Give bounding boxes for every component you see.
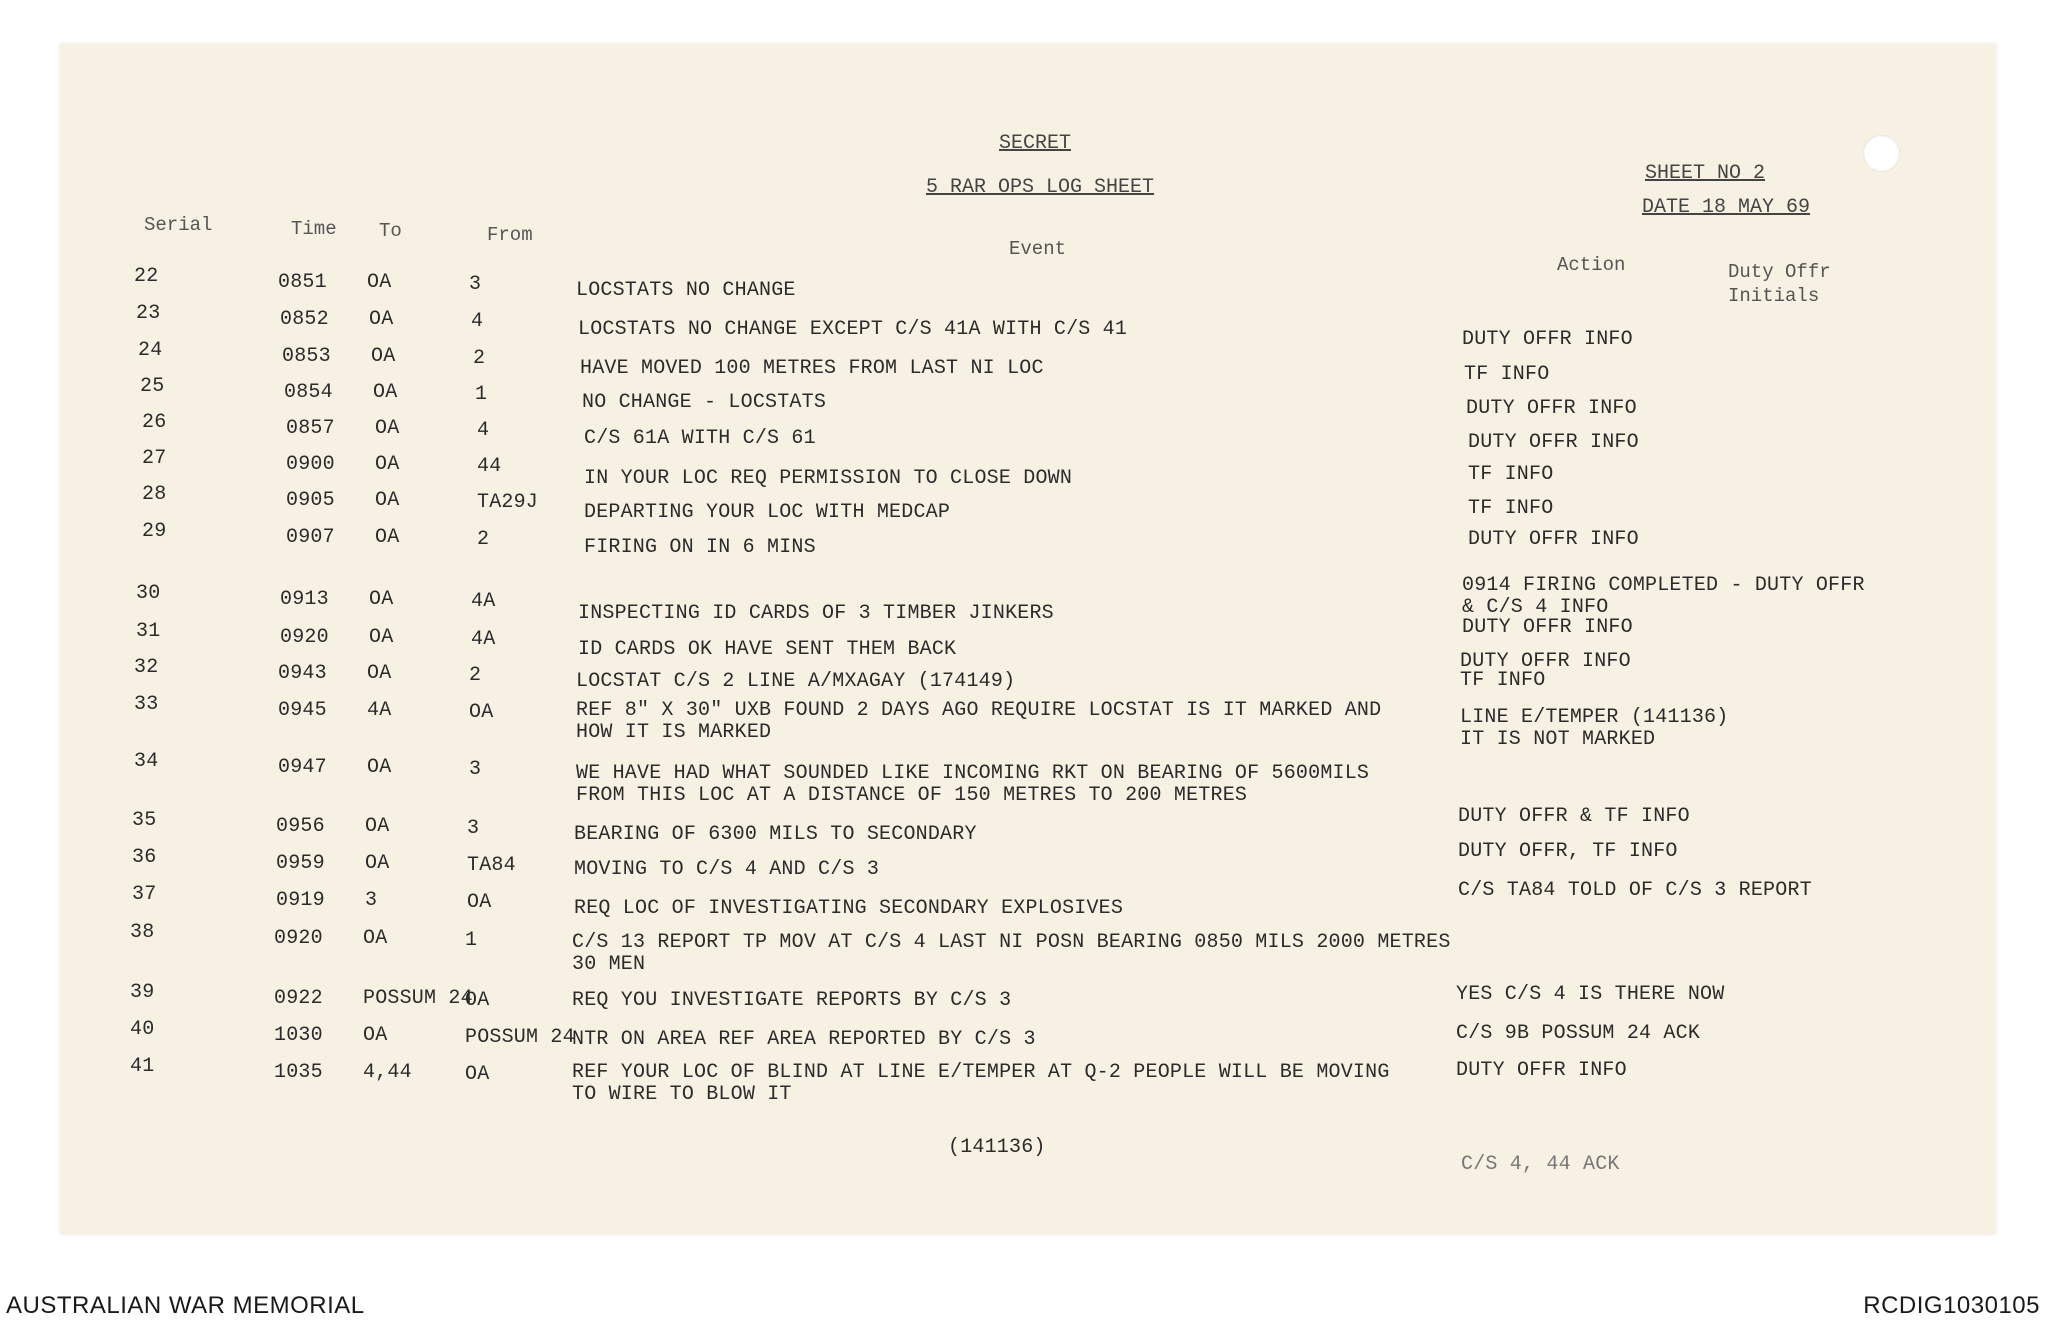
entry-action: DUTY OFFR INFO	[1468, 431, 1639, 454]
entry-action: TF INFO	[1464, 363, 1550, 386]
entry-from: 2	[477, 528, 490, 551]
entry-action: C/S TA84 TOLD OF C/S 3 REPORT	[1458, 879, 1812, 902]
entry-to: 4,44	[363, 1061, 412, 1084]
entry-time: 0905	[286, 489, 335, 512]
entry-time: 0852	[280, 308, 329, 331]
entry-event: LOCSTATS NO CHANGE	[576, 279, 796, 302]
entry-event: REQ LOC OF INVESTIGATING SECONDARY EXPLOSIVES	[574, 897, 1124, 920]
entry-serial: 41	[130, 1055, 155, 1078]
entry-to: OA	[367, 271, 392, 294]
sheet-date: DATE 18 MAY 69	[1642, 196, 1811, 219]
entry-from: OA	[465, 1063, 490, 1086]
entry-from: 3	[467, 817, 480, 840]
entry-to: OA	[369, 308, 394, 331]
entry-event: LOCSTATS NO CHANGE EXCEPT C/S 41A WITH C/S 41	[578, 318, 1128, 341]
entry-to: OA	[369, 588, 394, 611]
entry-time: 0919	[276, 889, 325, 912]
entry-from: TA84	[467, 854, 516, 877]
entry-action: C/S 9B POSSUM 24 ACK	[1456, 1022, 1701, 1045]
entry-action: DUTY OFFR INFO	[1456, 1059, 1627, 1082]
entry-serial: 40	[130, 1018, 155, 1041]
entry-time: 0851	[278, 271, 327, 294]
col-header-time: Time	[291, 218, 337, 240]
entry-serial: 31	[136, 620, 161, 643]
col-header-initials: Duty Offr Initials	[1728, 261, 1831, 307]
entry-serial: 23	[136, 302, 161, 325]
entry-time: 0959	[276, 852, 325, 875]
entry-from: 1	[475, 383, 488, 406]
entry-to: OA	[373, 381, 398, 404]
entry-to: OA	[365, 815, 390, 838]
entry-to: OA	[375, 526, 400, 549]
entry-from: OA	[467, 891, 492, 914]
entry-serial: 25	[140, 375, 165, 398]
archive-credit: AUSTRALIAN WAR MEMORIAL	[6, 1292, 365, 1319]
entry-to: OA	[367, 662, 392, 685]
punch-hole	[1863, 135, 1900, 172]
entry-from: 4A	[471, 628, 496, 651]
col-header-event: Event	[1009, 238, 1067, 260]
entry-action: LINE E/TEMPER (141136) IT IS NOT MARKED	[1460, 706, 1729, 751]
entry-from: 2	[469, 664, 482, 687]
entry-time: 0857	[286, 417, 335, 440]
entry-serial: 26	[142, 411, 167, 434]
entry-time: 0900	[286, 453, 335, 476]
entry-serial: 24	[138, 339, 163, 362]
entry-from: 4A	[471, 590, 496, 613]
archive-id: RCDIG1030105	[1863, 1292, 2040, 1319]
entry-time: 0920	[280, 626, 329, 649]
entry-to: OA	[363, 927, 388, 950]
entry-action: DUTY OFFR INFO	[1468, 528, 1639, 551]
entry-event: ID CARDS OK HAVE SENT THEM BACK	[578, 638, 957, 661]
entry-serial: 30	[136, 582, 161, 605]
entry-serial: 37	[132, 883, 157, 906]
entry-from: TA29J	[477, 491, 539, 514]
entry-event: HAVE MOVED 100 METRES FROM LAST NI LOC	[580, 357, 1044, 380]
sheet-number: SHEET NO 2	[1645, 162, 1766, 185]
entry-event: DEPARTING YOUR LOC WITH MEDCAP	[584, 501, 951, 524]
entry-time: 0922	[274, 987, 323, 1010]
entry-event: LOCSTAT C/S 2 LINE A/MXAGAY (174149)	[576, 670, 1016, 693]
sheet-title: 5 RAR OPS LOG SHEET	[926, 176, 1155, 199]
log-sheet-paper	[60, 44, 1996, 1234]
entry-action: TF INFO	[1468, 463, 1554, 486]
entry-serial: 35	[132, 809, 157, 832]
entry-event: MOVING TO C/S 4 AND C/S 3	[574, 858, 880, 881]
entry-from: 3	[469, 273, 482, 296]
entry-serial: 27	[142, 447, 167, 470]
entry-event: C/S 13 REPORT TP MOV AT C/S 4 LAST NI POSN BEARING 0850 MILS 2000 METRES 30 MEN	[572, 931, 1451, 976]
entry-event: REQ YOU INVESTIGATE REPORTS BY C/S 3	[572, 989, 1012, 1012]
entry-event: BEARING OF 6300 MILS TO SECONDARY	[574, 823, 977, 846]
col-header-from: From	[487, 224, 533, 246]
entry-time: 0920	[274, 927, 323, 950]
entry-action: 0914 FIRING COMPLETED - DUTY OFFR & C/S 4 INFO	[1462, 574, 1865, 619]
entry-event: REF 8" X 30" UXB FOUND 2 DAYS AGO REQUIRE LOCSTAT IS IT MARKED AND HOW IT IS MARKED	[576, 699, 1382, 744]
entry-serial: 39	[130, 981, 155, 1004]
row-41-action-continued: C/S 4, 44 ACK	[1461, 1153, 1620, 1176]
entry-time: 0947	[278, 756, 327, 779]
entry-event: REF YOUR LOC OF BLIND AT LINE E/TEMPER AT Q-2 PEOPLE WILL BE MOVING TO WIRE TO BLOW IT	[572, 1061, 1390, 1106]
entry-from: 4	[477, 419, 490, 442]
entry-time: 1035	[274, 1061, 323, 1084]
entry-to: OA	[367, 756, 392, 779]
entry-action: TF INFO	[1460, 669, 1546, 692]
entry-event: NO CHANGE - LOCSTATS	[582, 391, 827, 414]
entry-action: DUTY OFFR INFO	[1462, 328, 1633, 351]
entry-from: OA	[465, 989, 490, 1012]
entry-to: OA	[365, 852, 390, 875]
entry-action: DUTY OFFR INFO	[1462, 616, 1633, 639]
entry-to: 3	[365, 889, 378, 912]
entry-serial: 38	[130, 921, 155, 944]
entry-from: 2	[473, 347, 486, 370]
entry-time: 0853	[282, 345, 331, 368]
col-header-action: Action	[1557, 254, 1626, 276]
entry-to: OA	[371, 345, 396, 368]
entry-serial: 36	[132, 846, 157, 869]
entry-to: 4A	[367, 699, 392, 722]
entry-serial: 22	[134, 265, 159, 288]
entry-to: POSSUM 24	[363, 987, 473, 1010]
entry-event: C/S 61A WITH C/S 61	[584, 427, 816, 450]
entry-to: OA	[369, 626, 394, 649]
entry-time: 0854	[284, 381, 333, 404]
entry-from: POSSUM 24	[465, 1026, 575, 1049]
entry-serial: 29	[142, 520, 167, 543]
entry-event: INSPECTING ID CARDS OF 3 TIMBER JINKERS	[578, 602, 1054, 625]
entry-to: OA	[375, 417, 400, 440]
entry-action: TF INFO	[1468, 497, 1554, 520]
col-header-serial: Serial	[144, 214, 213, 236]
entry-serial: 34	[134, 750, 159, 773]
entry-to: OA	[375, 489, 400, 512]
entry-to: OA	[363, 1024, 388, 1047]
entry-action: DUTY OFFR INFO	[1466, 397, 1637, 420]
entry-action: DUTY OFFR INFO	[1460, 650, 1631, 673]
entry-time: 1030	[274, 1024, 323, 1047]
entry-from: 4	[471, 310, 484, 333]
entry-event: WE HAVE HAD WHAT SOUNDED LIKE INCOMING RKT ON BEARING OF 5600MILS FROM THIS LOC AT A DISTANCE OF 150 METRES TO 200 METRES	[576, 762, 1370, 807]
row-41-grid-reference: (141136)	[948, 1136, 1046, 1159]
entry-action: DUTY OFFR, TF INFO	[1458, 840, 1678, 863]
entry-event: NTR ON AREA REF AREA REPORTED BY C/S 3	[572, 1028, 1036, 1051]
entry-to: OA	[375, 453, 400, 476]
entry-serial: 33	[134, 693, 159, 716]
entry-from: 1	[465, 929, 478, 952]
entry-from: 44	[477, 455, 502, 478]
entry-serial: 32	[134, 656, 159, 679]
entry-event: FIRING ON IN 6 MINS	[584, 536, 816, 559]
entry-time: 0945	[278, 699, 327, 722]
entry-serial: 28	[142, 483, 167, 506]
entry-time: 0907	[286, 526, 335, 549]
classification-heading: SECRET	[999, 132, 1072, 155]
entry-event: IN YOUR LOC REQ PERMISSION TO CLOSE DOWN	[584, 467, 1073, 490]
entry-action: YES C/S 4 IS THERE NOW	[1456, 983, 1725, 1006]
entry-time: 0956	[276, 815, 325, 838]
entry-from: OA	[469, 701, 494, 724]
entry-time: 0913	[280, 588, 329, 611]
entry-time: 0943	[278, 662, 327, 685]
col-header-to: To	[379, 220, 402, 242]
entry-action: DUTY OFFR & TF INFO	[1458, 805, 1690, 828]
entry-from: 3	[469, 758, 482, 781]
